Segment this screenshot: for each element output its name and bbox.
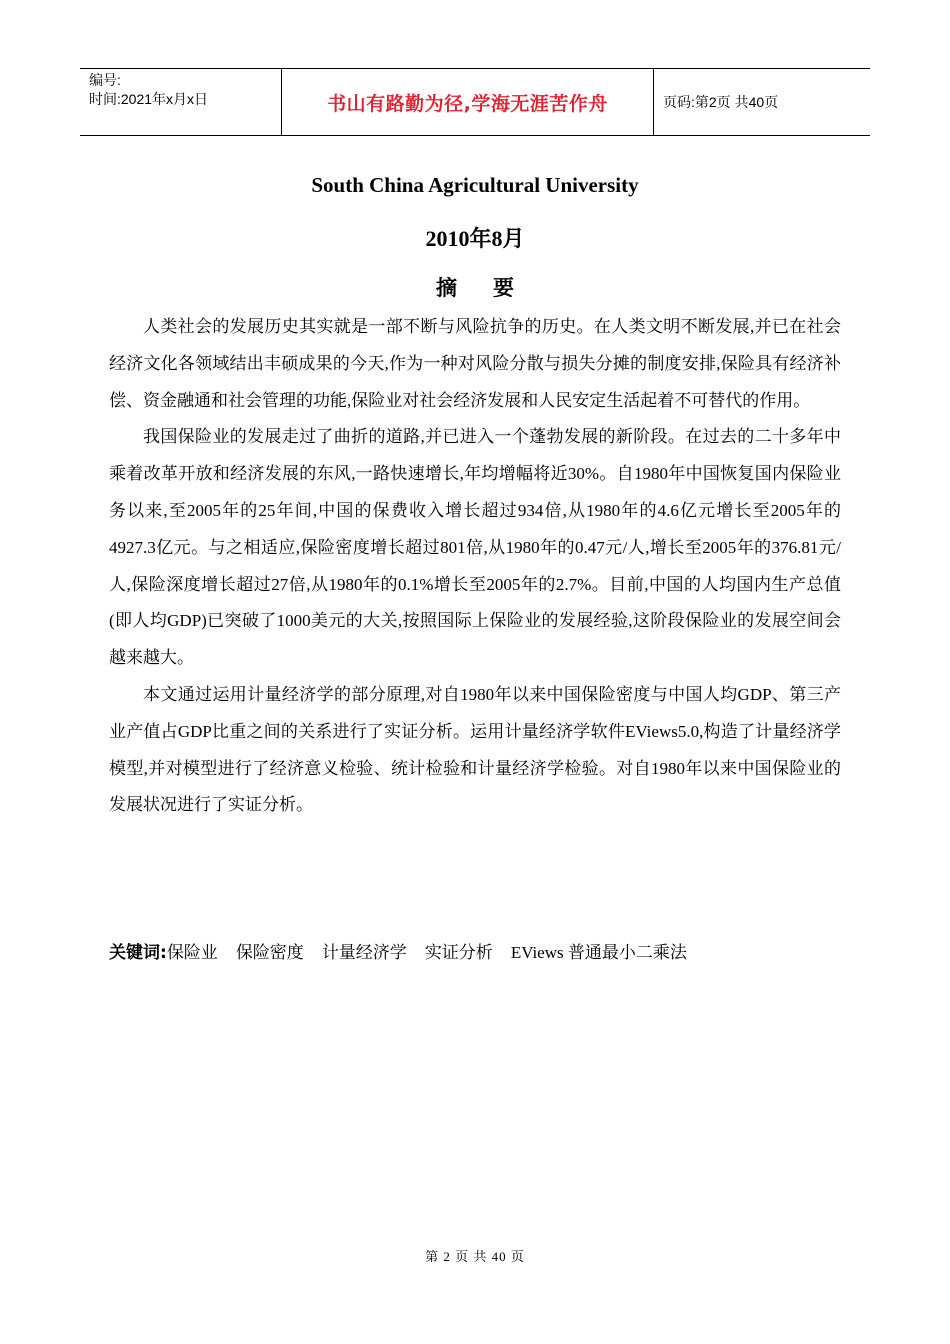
abstract-body xyxy=(109,309,841,824)
abstract-paragraph: 本文通过运用计量经济学的部分原理,对自1980年以来中国保险密度与中国人均GDP、第三产业产值占GDP比重之间的关系进行了实证分析。运用计量经济学软件EViews5.0,构造了计量经济学模型,并对模型进行了经济意义检验、统计检验和计量经济学检验。对自1980年以来中国保险业的发展状况进行了实证分析。 xyxy=(109,684,841,815)
abstract-paragraph: 人类社会的发展历史其实就是一部不断与风险抗争的历史。在人类文明不断发展,并已在社会经济文化各领域结出丰硕成果的今天,作为一种对风险分散与损失分摊的制度安排,保险具有经济补偿、资金融通和社会管理的功能,保险业对社会经济发展和人民安定生活起着不可替代的作用。 xyxy=(109,317,841,410)
abstract-heading: 摘要 xyxy=(436,276,550,300)
abstract-paragraph: 我国保险业的发展走过了曲折的道路,并已进入一个蓬勃发展的新阶段。在过去的二十多年中乘着改革开放和经济发展的东风,一路快速增长,年均增幅将近30%。自1980年中国恢复国内保险业务以来,至2005年的25年间,中国的保费收入增长超过934倍,从1980年的4.6亿元增长至2005年的4927.3亿元。与之相适应,保险密度增长超过801倍,从1980年的0.47元/人,增长至2005年的376.81元/人,保险深度增长超过27倍,从1980年的0.1%增长至2005年的2.7%。目前,中国的人均国内生产总值(即人均GDP)已突破了1000美元的大关,按照国际上保险业的发展经验,这阶段保险业的发展空间会越来越大。 xyxy=(109,427,841,668)
header-meta xyxy=(80,69,281,135)
page-footer: 第 2 页 共 40 页 xyxy=(425,1249,525,1264)
keyword: EViews 普通最小二乘法 xyxy=(510,943,687,962)
header-motto: 书山有路勤为径,学海无涯苦作舟 xyxy=(281,69,654,135)
keyword: 计量经济学 xyxy=(321,943,407,962)
keyword: 保险业 xyxy=(166,943,218,962)
keyword: 保险密度 xyxy=(235,943,304,962)
document-time: 时间:2021年x月x日 xyxy=(89,91,209,107)
keyword: 实证分析 xyxy=(424,943,493,962)
page-header xyxy=(80,68,870,136)
document-date: 2010年8月 xyxy=(425,226,525,251)
keywords-label: 关键词: xyxy=(109,943,167,963)
keywords-line xyxy=(109,940,841,966)
university-name: South China Agricultural University xyxy=(311,173,639,197)
header-page-info: 页码:第2页 共40页 xyxy=(663,94,779,110)
document-number-label: 编号: xyxy=(89,72,121,88)
